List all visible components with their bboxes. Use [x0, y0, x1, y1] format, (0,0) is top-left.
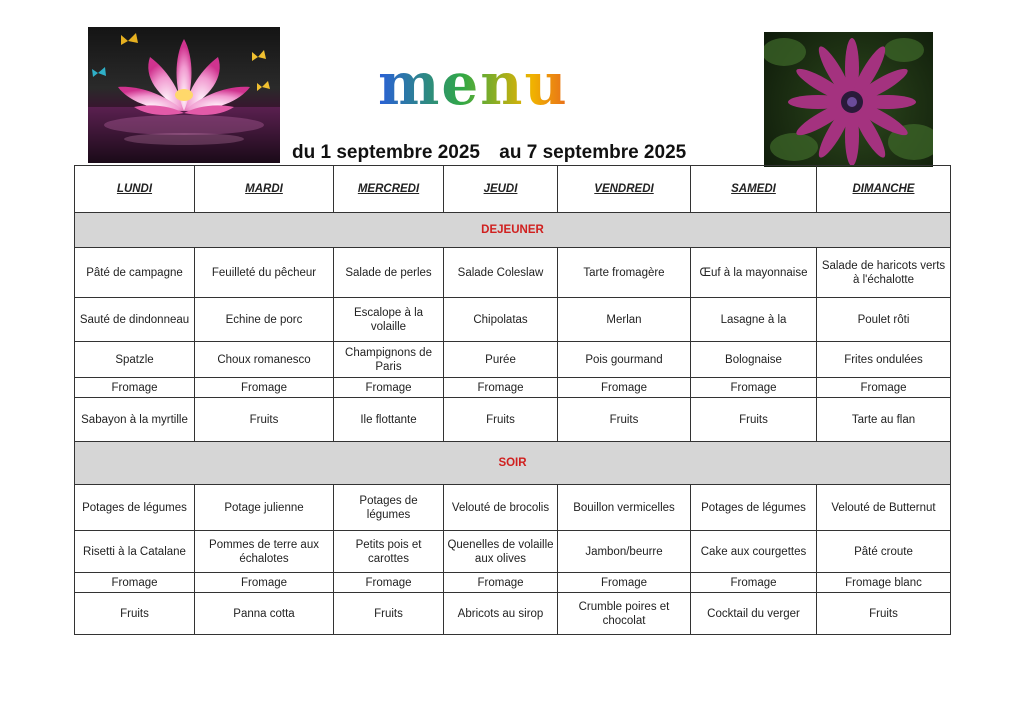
section-dejeuner-row — [75, 213, 951, 248]
day-header: SAMEDI — [691, 166, 817, 213]
menu-cell: Quenelles de volaille aux olives — [444, 531, 558, 573]
menu-cell: Panna cotta — [195, 593, 334, 635]
menu-cell: Ile flottante — [334, 398, 444, 442]
day-header: VENDREDI — [558, 166, 691, 213]
purple-daisy-image — [764, 32, 933, 167]
menu-cell: Sabayon à la myrtille — [75, 398, 195, 442]
menu-cell: Pommes de terre aux échalotes — [195, 531, 334, 573]
menu-cell: Fromage — [691, 378, 817, 398]
date-from: du 1 septembre 2025 — [292, 142, 480, 163]
menu-cell: Salade de perles — [334, 248, 444, 298]
menu-cell: Fruits — [195, 398, 334, 442]
menu-cell: Salade de haricots verts à l'échalotte — [817, 248, 951, 298]
menu-cell: Pâté croute — [817, 531, 951, 573]
menu-cell: Purée — [444, 342, 558, 378]
menu-cell: Merlan — [558, 298, 691, 342]
menu-cell: Lasagne à la — [691, 298, 817, 342]
menu-cell: Pois gourmand — [558, 342, 691, 378]
day-header-row — [75, 166, 951, 213]
menu-cell: Cocktail du verger — [691, 593, 817, 635]
menu-cell: Feuilleté du pêcheur — [195, 248, 334, 298]
menu-cell: Œuf à la mayonnaise — [691, 248, 817, 298]
menu-cell: Fromage — [334, 378, 444, 398]
menu-cell: Frites ondulées — [817, 342, 951, 378]
day-header: DIMANCHE — [817, 166, 951, 213]
menu-cell: Velouté de Butternut — [817, 485, 951, 531]
menu-cell: Fruits — [334, 593, 444, 635]
day-header: LUNDI — [75, 166, 195, 213]
table-row — [75, 342, 951, 378]
menu-title — [378, 50, 658, 118]
menu-cell: Bouillon vermicelles — [558, 485, 691, 531]
menu-cell: Fromage — [195, 378, 334, 398]
menu-cell: Fromage — [817, 378, 951, 398]
menu-cell: Salade Coleslaw — [444, 248, 558, 298]
menu-cell: Fromage — [75, 573, 195, 593]
menu-cell: Risetti à la Catalane — [75, 531, 195, 573]
menu-cell: Pâté de campagne — [75, 248, 195, 298]
menu-cell: Fruits — [558, 398, 691, 442]
menu-cell: Fruits — [817, 593, 951, 635]
menu-cell: Potages de légumes — [691, 485, 817, 531]
table-row — [75, 485, 951, 531]
menu-cell: Fromage blanc — [817, 573, 951, 593]
menu-cell: Choux romanesco — [195, 342, 334, 378]
menu-cell: Fromage — [75, 378, 195, 398]
menu-cell: Fromage — [558, 573, 691, 593]
menu-cell: Cake aux courgettes — [691, 531, 817, 573]
date-range — [292, 142, 752, 164]
menu-cell: Tarte au flan — [817, 398, 951, 442]
menu-cell: Fromage — [195, 573, 334, 593]
menu-cell: Fromage — [558, 378, 691, 398]
menu-cell: Petits pois et carottes — [334, 531, 444, 573]
menu-cell: Velouté de brocolis — [444, 485, 558, 531]
table-row — [75, 531, 951, 573]
menu-cell: Champignons de Paris — [334, 342, 444, 378]
table-row — [75, 378, 951, 398]
table-row — [75, 298, 951, 342]
menu-cell: Fruits — [444, 398, 558, 442]
menu-cell: Tarte fromagère — [558, 248, 691, 298]
weekly-menu-table — [74, 165, 951, 635]
menu-cell: Escalope à la volaille — [334, 298, 444, 342]
menu-cell: Fromage — [444, 573, 558, 593]
menu-cell: Fromage — [691, 573, 817, 593]
menu-cell: Potages de légumes — [334, 485, 444, 531]
menu-cell: Chipolatas — [444, 298, 558, 342]
table-row — [75, 593, 951, 635]
menu-cell: Fruits — [75, 593, 195, 635]
lotus-illustration — [88, 27, 280, 163]
menu-cell: Sauté de dindonneau — [75, 298, 195, 342]
menu-cell: Poulet rôti — [817, 298, 951, 342]
menu-cell: Fromage — [444, 378, 558, 398]
menu-cell: Crumble poires et chocolat — [558, 593, 691, 635]
menu-cell: Jambon/beurre — [558, 531, 691, 573]
menu-cell: Spatzle — [75, 342, 195, 378]
menu-cell: Abricots au sirop — [444, 593, 558, 635]
date-to: au 7 septembre 2025 — [499, 142, 687, 163]
menu-cell: Bolognaise — [691, 342, 817, 378]
table-row — [75, 248, 951, 298]
table-row — [75, 573, 951, 593]
menu-cell: Echine de porc — [195, 298, 334, 342]
day-header: MARDI — [195, 166, 334, 213]
menu-cell: Fromage — [334, 573, 444, 593]
menu-cell: Fruits — [691, 398, 817, 442]
menu-cell: Potage julienne — [195, 485, 334, 531]
section-label-dejeuner: DEJEUNER — [75, 213, 951, 248]
lotus-image — [88, 27, 280, 163]
daisy-illustration — [764, 32, 933, 167]
table-row — [75, 398, 951, 442]
page-title: menu — [378, 58, 658, 110]
menu-cell: Potages de légumes — [75, 485, 195, 531]
section-soir-row — [75, 442, 951, 485]
section-label-soir: SOIR — [75, 442, 951, 485]
day-header: JEUDI — [444, 166, 558, 213]
day-header: MERCREDI — [334, 166, 444, 213]
